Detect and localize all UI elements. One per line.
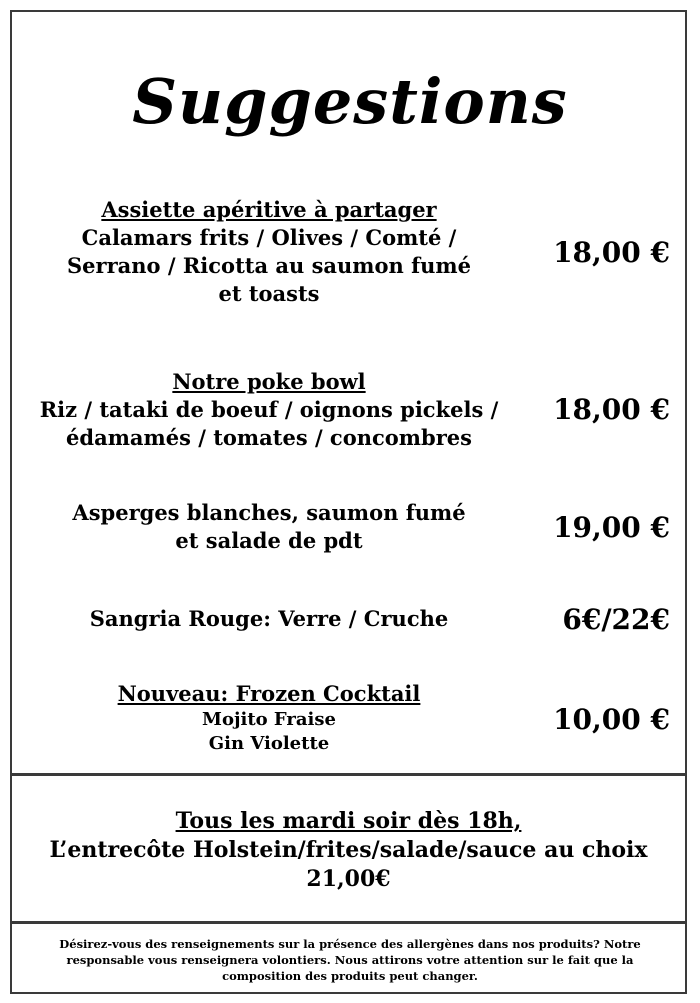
- item-line: Sangria Rouge: Verre / Cruche: [89, 606, 449, 631]
- item-line: et toasts: [218, 281, 320, 306]
- item-line: Asperges blanches, saumon fumé: [72, 500, 466, 525]
- promo-heading: Tous les mardi soir dès 18h,: [175, 808, 522, 834]
- section-divider: [10, 773, 687, 776]
- menu-item-poke-bowl: [14, 368, 524, 452]
- item-heading: Assiette apéritive à partager: [101, 197, 437, 222]
- promo-line: L’entrecôte Holstein/frites/salade/sauce au choix: [49, 837, 648, 863]
- item-price: 18,00 €: [553, 236, 670, 269]
- item-line: édamamés / tomates / concombres: [66, 425, 472, 450]
- menu-item-asperges: [14, 499, 524, 555]
- item-line: Calamars frits / Olives / Comté /: [81, 225, 457, 250]
- allergen-note: Désirez-vous des renseignements sur la présence des allergènes dans nos produits? Notre responsable vous renseignera volontiers. Nous attirons votre attention sur le fait que la composition des produits peut changer.: [59, 937, 641, 983]
- promo-price: 21,00€: [306, 866, 391, 892]
- item-line: Serrano / Ricotta au saumon fumé: [67, 253, 471, 278]
- item-line: et salade de pdt: [175, 528, 363, 553]
- item-price: 18,00 €: [553, 393, 670, 426]
- item-price: 10,00 €: [553, 703, 670, 736]
- item-price: 19,00 €: [553, 511, 670, 544]
- item-subline: Gin Violette: [208, 733, 330, 754]
- menu-title: Suggestions: [132, 65, 568, 138]
- item-heading: Nouveau: Frozen Cocktail: [117, 681, 421, 706]
- promo-section: [12, 807, 685, 894]
- item-line: Riz / tataki de boeuf / oignons pickels /: [39, 397, 499, 422]
- menu-item-frozen-cocktail: [14, 680, 524, 756]
- item-heading: Notre poke bowl: [172, 369, 366, 394]
- item-price: 6€/22€: [562, 603, 670, 636]
- item-subline: Mojito Fraise: [202, 709, 336, 730]
- menu-item-assiette: [14, 196, 524, 308]
- menu-item-sangria: [14, 605, 524, 633]
- section-divider: [10, 921, 687, 924]
